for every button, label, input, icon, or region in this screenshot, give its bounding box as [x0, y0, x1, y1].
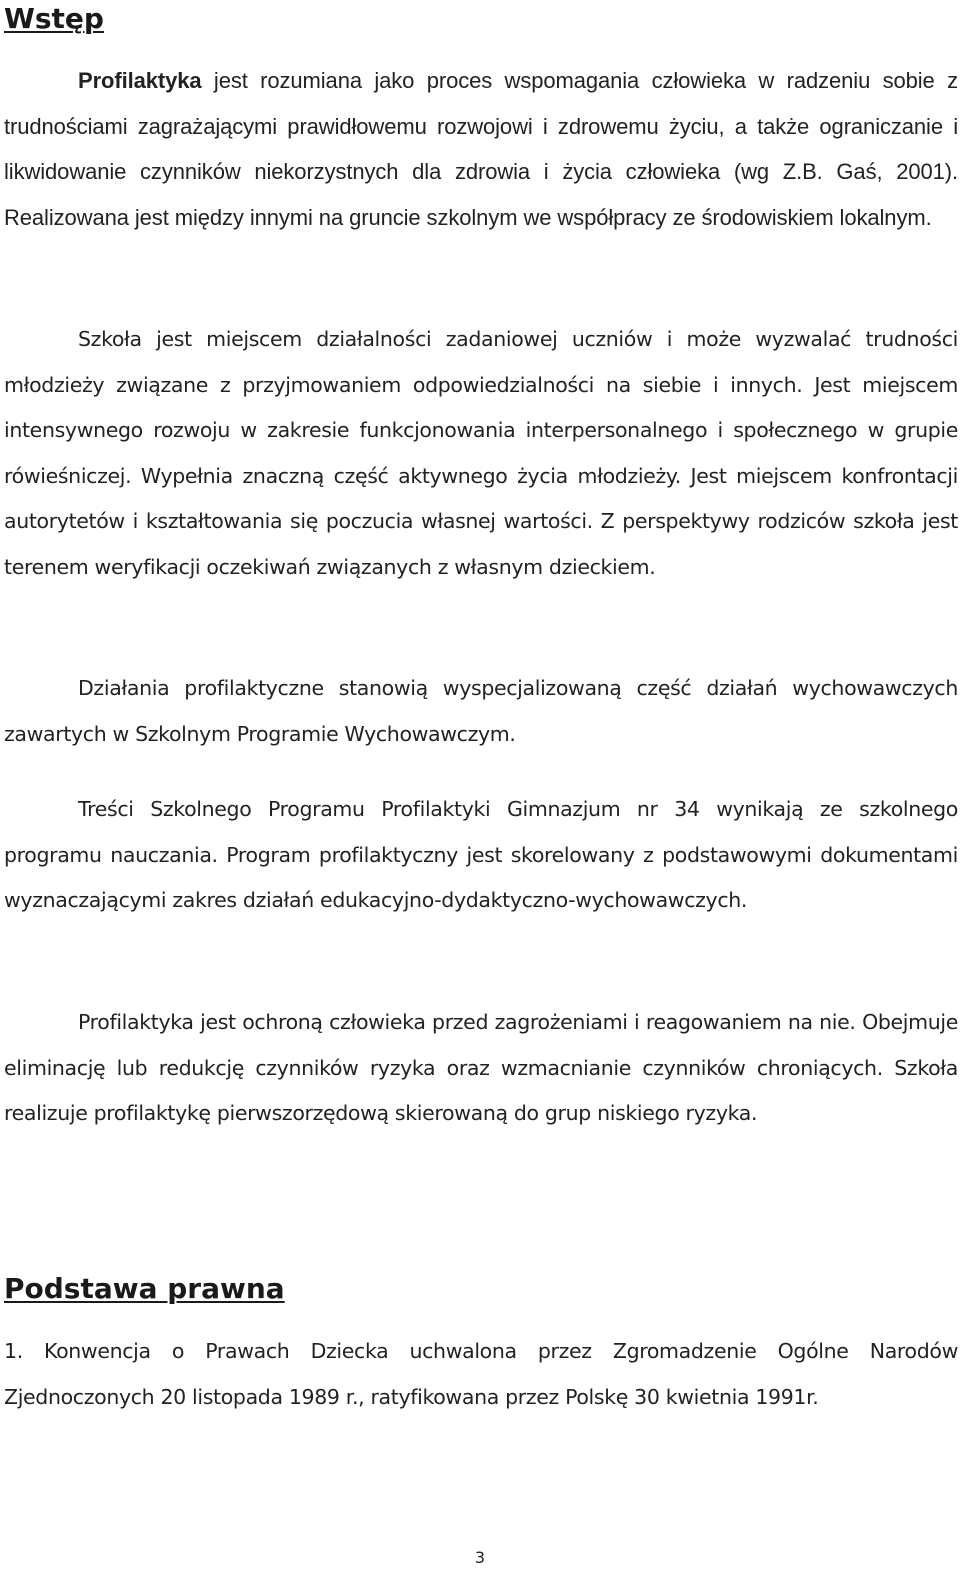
paragraph-dzialania: Działania profilaktyczne stanowią wyspecjalizowaną część działań wychowawczych zawartych w Szkolnym Programie Wychowawczym.: [4, 676, 958, 746]
section-title-wstep: Wstęp: [4, 2, 104, 35]
legal-basis-list: [4, 1329, 958, 1420]
paragraph-ochrona: Profilaktyka jest ochroną człowieka przed zagrożeniami i reagowaniem na nie. Obejmuje eliminację lub redukcję czynników ryzyka oraz wzmacnianie czynników chroniących. Szkoła realizuje profilaktykę pierwszorzędową skierowaną do grup niskiego ryzyka.: [4, 1010, 958, 1125]
paragraph-tresci: Treści Szkolnego Programu Profilaktyki Gimnazjum nr 34 wynikają ze szkolnego programu nauczania. Program profilaktyczny jest skorelowany z podstawowymi dokumentami wyznaczającymi zakres działań edukacyjno-dydaktyczno-wychowawczych.: [4, 797, 958, 912]
page-number: 3: [474, 1548, 486, 1567]
paragraph-profilaktyka-definition: [4, 58, 958, 240]
section-title-podstawa-prawna: Podstawa prawna: [4, 1272, 285, 1305]
paragraph-szkola: Szkoła jest miejscem działalności zadaniowej uczniów i może wyzwalać trudności młodzieży związane z przyjmowaniem odpowiedzialności na siebie i innych. Jest miejscem intensywnego rozwoju w zakresie funkcjonowania interpersonalnego i społecznego w grupie rówieśniczej. Wypełnia znaczną część aktywnego życia młodzieży. Jest miejscem konfrontacji autorytetów i kształtowania się poczucia własnej wartości. Z perspektywy rodziców szkoła jest terenem weryfikacji oczekiwań związanych z własnym dzieckiem.: [4, 327, 958, 579]
list-item: 1. Konwencja o Prawach Dziecka uchwalona przez Zgromadzenie Ogólne Narodów Zjednoczonych 20 listopada 1989 r., ratyfikowana przez Polskę 30 kwietnia 1991r.: [4, 1339, 958, 1409]
paragraph-text: jest rozumiana jako proces wspomagania człowieka w radzeniu sobie z trudnościami zagrażającymi prawidłowemu rozwojowi i zdrowemu życiu, a także ograniczanie i likwidowanie czynników niekorzystnych dla zdrowia i życia człowieka (wg Z.B. Gaś, 2001). Realizowana jest między innymi na gruncie szkolnym we współpracy ze środowiskiem lokalnym.: [4, 68, 958, 230]
paragraph-lead-term: Profilaktyka: [78, 68, 202, 93]
